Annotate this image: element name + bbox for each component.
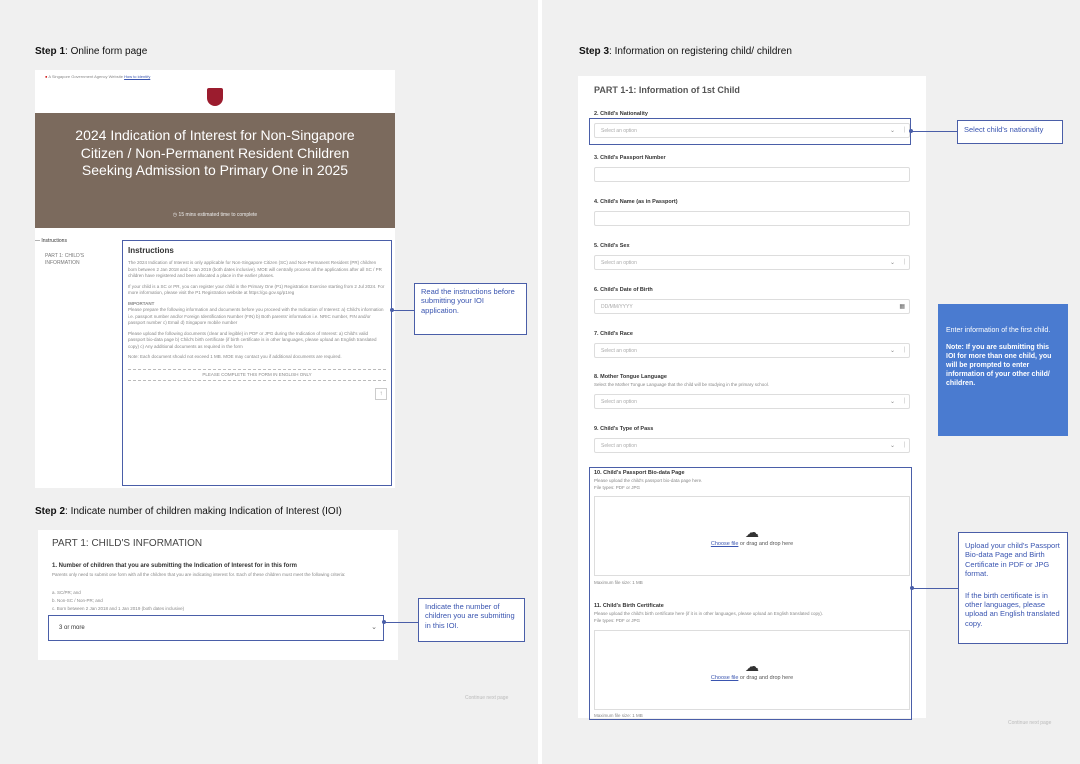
callout-connector: [392, 310, 414, 311]
nationality-select[interactable]: Select an option ⌄ |: [594, 123, 910, 138]
continue-next-page-right: Continue next page: [1008, 720, 1052, 726]
instructions-text-1: The 2024 Indication of Interest is only applicable for Non-Singapore Citizen (SC) and Non-Permanent Resident (PR) children born between 2 Jan 2018 and 1 Jan 2019 (both dates inclusive). MOE will centrally process all the applications after all SC / PR children have registered and been allocated a place in the earlier phases.: [128, 260, 382, 279]
upload-highlight: [589, 467, 912, 720]
instructions-heading: Instructions: [128, 246, 174, 255]
scroll-indicator-icon[interactable]: ↑: [375, 388, 387, 400]
passport-upload-types: File types: PDF or JPG: [594, 485, 641, 490]
passport-upload-max: Maximum file size: 1 MB: [594, 580, 643, 585]
callout-connector: [911, 131, 957, 132]
part1-criterion-c: c. Born between 2 Jan 2018 and 1 Jan 2019 (both dates inclusive): [52, 606, 185, 611]
pass-type-select[interactable]: Select an option ⌄ |: [594, 438, 910, 453]
nationality-label: 2. Child's Nationality: [594, 111, 648, 117]
callout-dot: [910, 586, 914, 590]
passport-upload-description: Please upload the child's passport bio-data page here.: [594, 478, 703, 483]
instructions-text-4: Please upload the following documents (clear and legible) in PDF or JPG during the Indication of Interest: a) Child's valid passport bio-data page b) Child's birth certificate (if birth certificate is in other languages, please upload an English translated copy) c) Any additional documents as required in the form: [128, 330, 377, 349]
form-page-screenshot: [35, 70, 395, 488]
instructions-text-3: Please prepare the following information and documents before you proceed with the Indication of Interest: a) Child's information i.e. passport number and/or Foreign Identification Number (FIN) b) Both parents' information i.e. NRIC number, FIN and/or passport number c) Email d) Singapore mobile number: [128, 307, 384, 326]
passport-number-label: 3. Child's Passport Number: [594, 155, 666, 161]
chevron-down-icon: ⌄: [889, 128, 895, 134]
part1-criterion-a: a. SC/PR; and: [52, 590, 81, 595]
enter-info-note: [938, 304, 1068, 436]
callout-upload-text-1: Upload your child's Passport Bio-data Page and Birth Certificate in PDF or JPG format.: [965, 541, 1060, 579]
form-banner: [35, 113, 395, 228]
step-3-heading: Step 3: Information on registering child/ children: [579, 46, 792, 57]
form-title: 2024 Indication of Interest for Non-Singapore Citizen / Non-Permanent Resident Children Seeking Admission to Primary One in 2025: [75, 127, 355, 178]
part1-criterion-b: b. Non-SC / Non-PR; and: [52, 598, 103, 603]
left-panel: [0, 0, 538, 764]
callout-connector: [912, 588, 958, 589]
mtl-description: Select the Mother Tongue Language that the child will be studying in the primary school.: [594, 382, 770, 387]
dob-input[interactable]: DD/MM/YYYY ▦: [594, 299, 910, 314]
sex-select[interactable]: Select an option ⌄ |: [594, 255, 910, 270]
choose-file-link[interactable]: Choose file: [710, 675, 739, 681]
time-estimate: ◷ 15 mins estimated time to complete: [172, 212, 258, 218]
chevron-down-icon: ⌄: [889, 348, 895, 354]
birth-cert-label: 11. Child's Birth Certificate: [594, 603, 664, 609]
callout-dot: [909, 129, 913, 133]
part1-question: 1. Number of children that you are submitting the Indication of Interest for in this form: [52, 563, 298, 569]
instructions-panel: [122, 240, 392, 486]
callout-instructions: Read the instructions before submitting your IOI application.: [414, 283, 527, 335]
moe-logo-icon: [207, 88, 223, 106]
race-label: 7. Child's Race: [594, 331, 633, 337]
enter-info-text: Enter information of the first child.: [946, 327, 1051, 334]
part1-description: Parents only need to submit one form with all the children that you are indicating interest for. Each of these children must meet the following criteria:: [52, 572, 346, 577]
child-name-input[interactable]: [594, 211, 910, 226]
callout-upload: [958, 532, 1068, 644]
pass-type-label: 9. Child's Type of Pass: [594, 426, 654, 432]
gov-banner: ● A Singapore Government Agency Website How to identify: [45, 74, 151, 79]
children-count-select[interactable]: [48, 615, 384, 641]
birth-cert-description: Please upload the child's birth certificate here (if it is in other languages, please upload an English translated copy).: [594, 611, 823, 616]
clock-icon: ◷: [172, 212, 178, 218]
callout-dot: [390, 308, 394, 312]
callout-children-count: Indicate the number of children you are submitting in this IOI.: [418, 598, 525, 642]
instructions-footer: PLEASE COMPLETE THIS FORM IN ENGLISH ONLY: [128, 369, 386, 382]
part1-heading: PART 1: CHILD'S INFORMATION: [52, 538, 203, 549]
chevron-down-icon: ⌄: [889, 260, 895, 266]
callout-connector: [384, 622, 418, 623]
birth-cert-upload-max: Maximum file size: 1 MB: [594, 713, 643, 718]
part11-heading: PART 1-1: Information of 1st Child: [594, 85, 740, 95]
nationality-highlight: [589, 118, 911, 145]
chevron-down-icon: ⌄: [371, 624, 377, 631]
birth-cert-dropzone[interactable]: ☁ Choose file or drag and drop here: [594, 630, 910, 710]
passport-dropzone[interactable]: ☁ Choose file or drag and drop here: [594, 496, 910, 576]
sex-label: 5. Child's Sex: [594, 243, 630, 249]
chevron-down-icon: ⌄: [889, 443, 895, 449]
how-to-identify-link[interactable]: How to identify: [124, 74, 151, 79]
passport-upload-label: 10. Child's Passport Bio-data Page: [594, 470, 685, 476]
instructions-important: IMPORTANT: [128, 300, 155, 306]
right-panel: [542, 0, 1080, 764]
cloud-upload-icon: ☁: [745, 524, 759, 540]
chevron-down-icon: ⌄: [889, 399, 895, 405]
passport-number-input[interactable]: [594, 167, 910, 182]
cloud-upload-icon: ☁: [745, 658, 759, 674]
instructions-text-2: If your child is a SC or PR, you can register your child in the Primary One (P1) Registration Exercise starting from 2 Jul 2024. For more information, please visit the P1 Registration website at https://go.gov.sg/p1reg: [128, 283, 385, 296]
mtl-label: 8. Mother Tongue Language: [594, 374, 667, 380]
callout-upload-text-2: If the birth certificate is in other languages, please upload an English translated copy.: [965, 590, 1060, 628]
calendar-icon[interactable]: ▦: [899, 304, 905, 310]
nav-part1[interactable]: PART 1: CHILD'S INFORMATION: [45, 253, 85, 266]
part1-screenshot: [38, 530, 398, 660]
step-2-heading: Step 2: Indicate number of children making Indication of Interest (IOI): [35, 506, 342, 517]
singapore-flag-icon: ●: [45, 74, 48, 79]
birth-cert-types: File types: PDF or JPG: [594, 618, 641, 623]
callout-nationality: Select child's nationality: [957, 120, 1063, 144]
nav-instructions[interactable]: — Instructions: [35, 238, 67, 244]
race-select[interactable]: Select an option ⌄ |: [594, 343, 910, 358]
children-count-value: 3 or more: [59, 625, 85, 631]
step-1-heading: Step 1: Online form page: [35, 46, 148, 57]
child-name-label: 4. Child's Name (as in Passport): [594, 199, 678, 205]
enter-info-note-text: Note: If you are submitting this IOI for more than one child, you will be prompted to enter information of your other child/ children.: [946, 344, 1052, 388]
mtl-select[interactable]: Select an option ⌄ |: [594, 394, 910, 409]
dob-label: 6. Child's Date of Birth: [594, 287, 653, 293]
choose-file-link[interactable]: Choose file: [710, 541, 739, 547]
continue-next-page-left: Continue next page: [465, 695, 509, 701]
callout-dot: [382, 620, 386, 624]
instructions-note: Note: Each document should not exceed 1 MB. MOE may contact you if additional documents are required.: [128, 354, 342, 360]
